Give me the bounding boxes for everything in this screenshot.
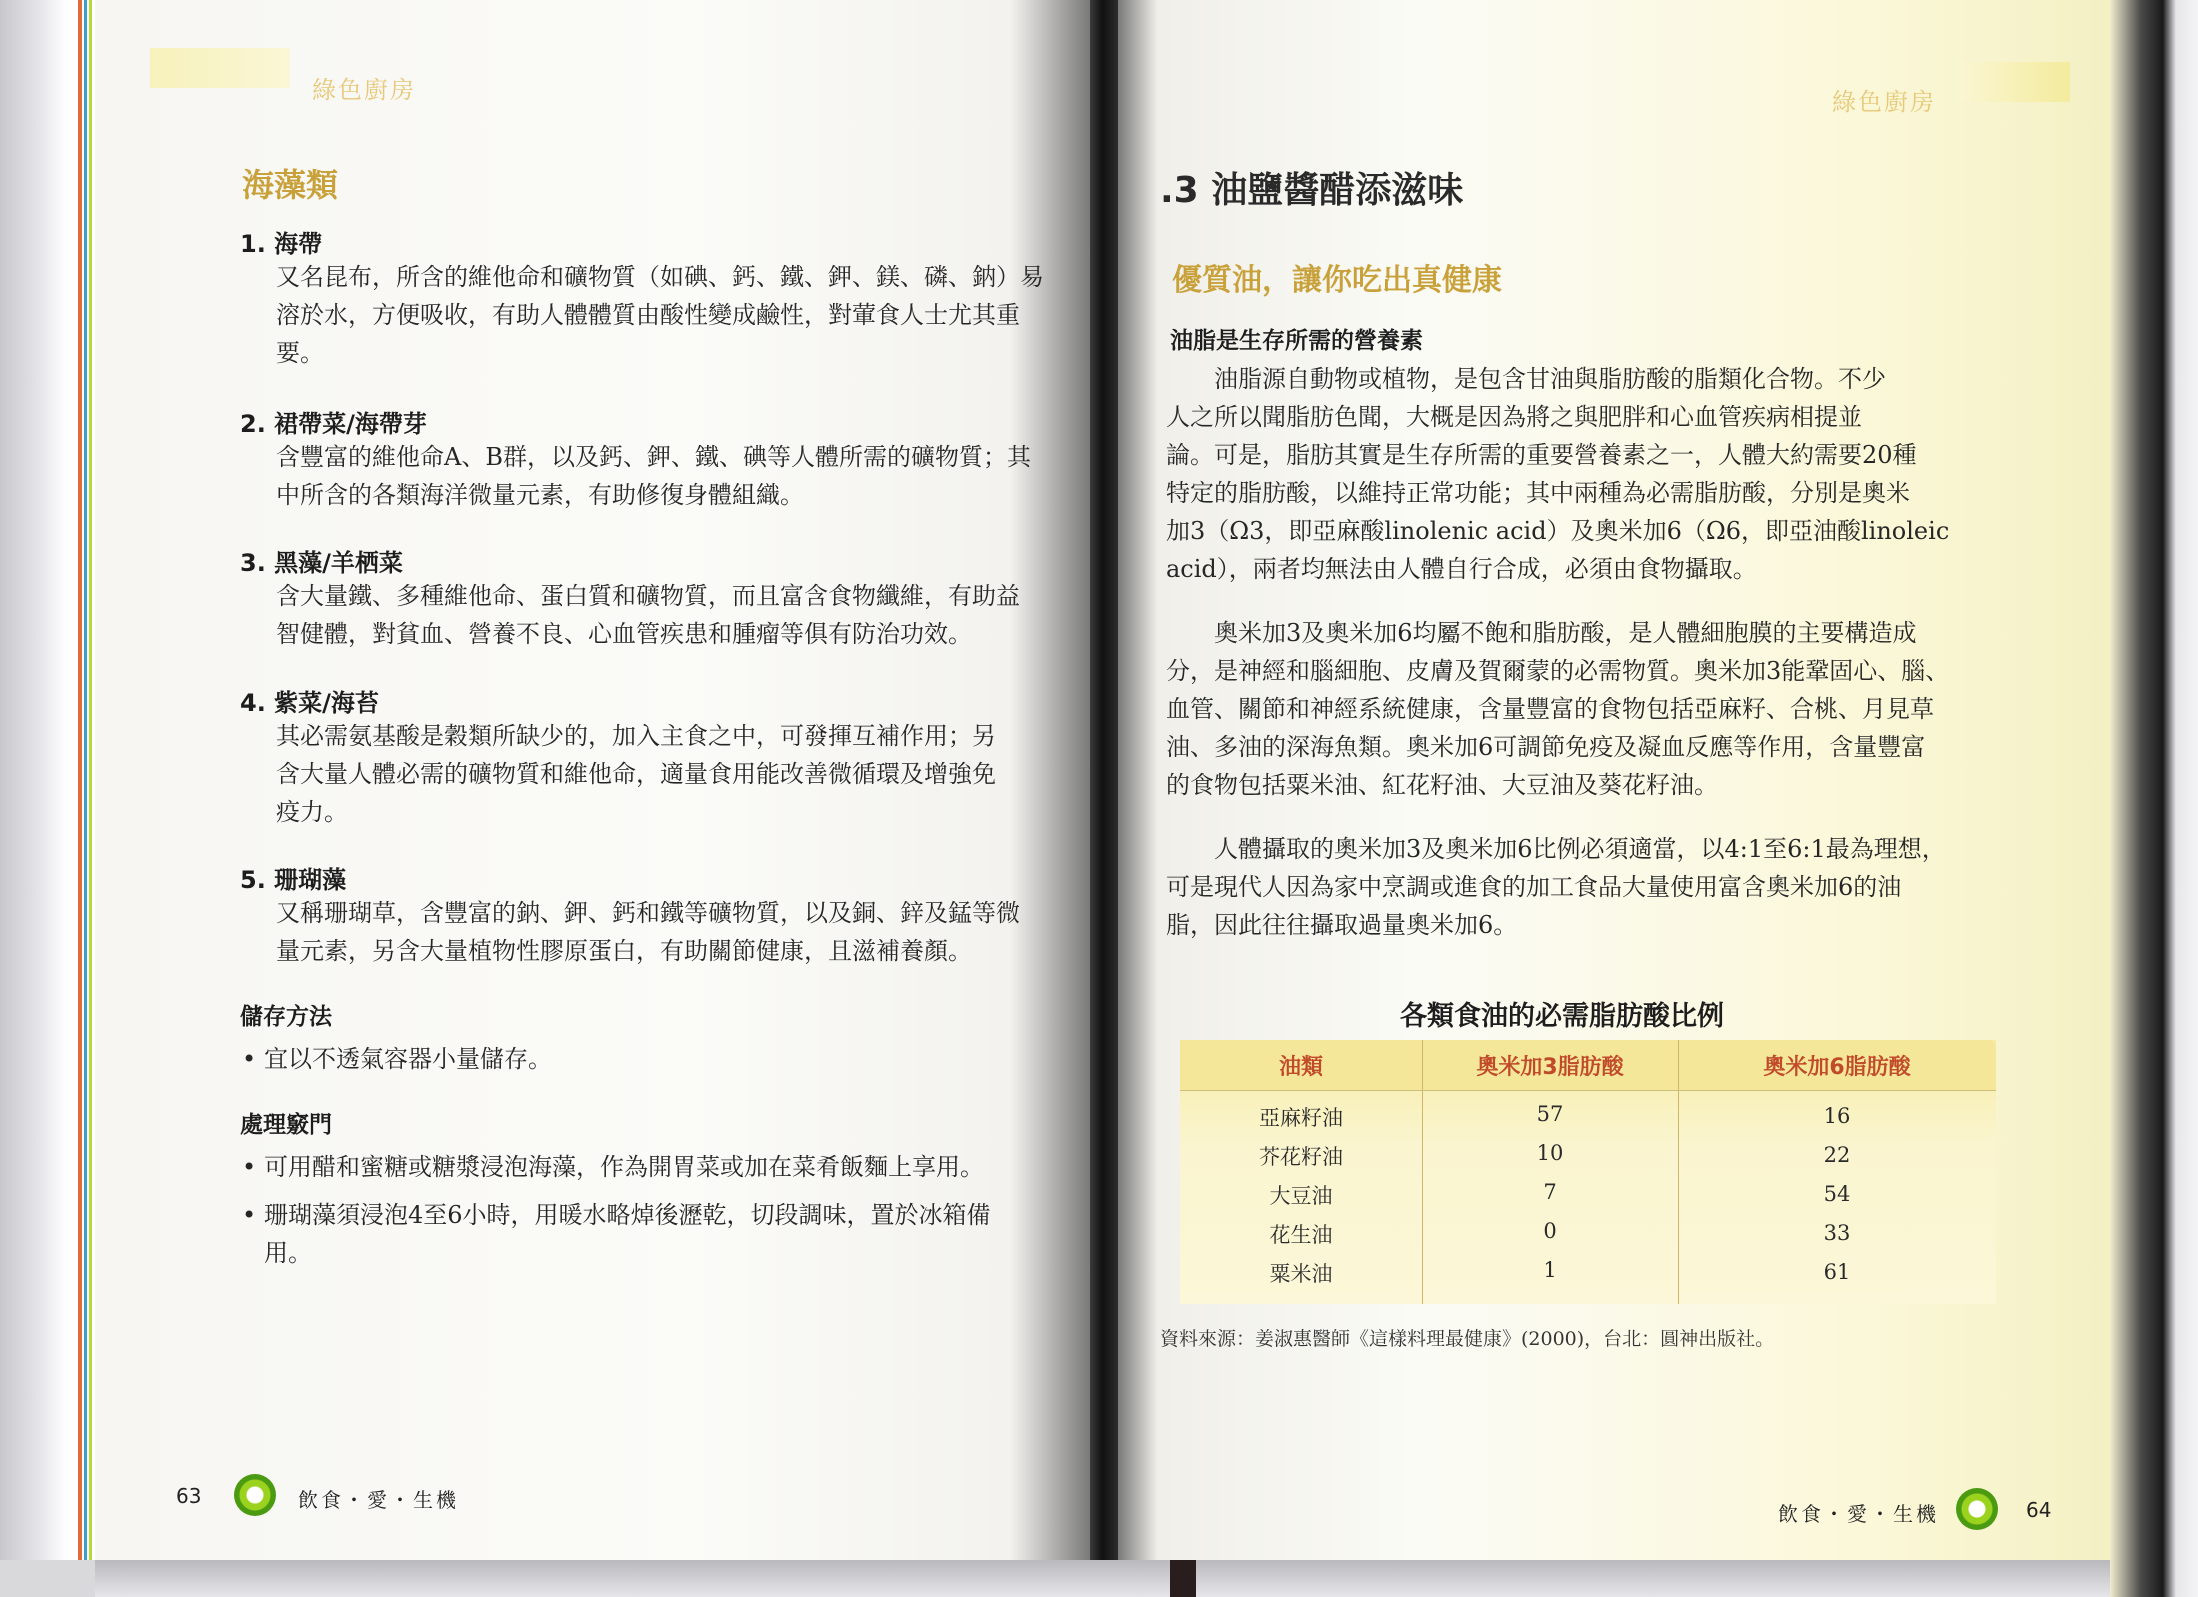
table-cell-omega3: 7 (1543, 1180, 1557, 1204)
tips-bullet: • 珊瑚藻須浸泡4至6小時，用暖水略焯後瀝乾，切段調味，置於冰箱備 (264, 1196, 991, 1234)
storage-bullet: • 宜以不透氣容器小量儲存。 (264, 1040, 552, 1078)
table-cell-oil: 芥花籽油 (1259, 1145, 1343, 1169)
table-cell-oil: 花生油 (1269, 1223, 1333, 1247)
item-line: 溶於水，方便吸收，有助人體體質由酸性變成鹼性，對葷食人士尤其重 (276, 301, 1020, 329)
edge-stripe-red (78, 0, 82, 1560)
chapter-title: .3 油鹽醬醋添滋味 (1160, 170, 1464, 211)
footer-text-left: 飲食・愛・生機 (298, 1488, 459, 1512)
table-cell-omega3: 1 (1543, 1258, 1557, 1282)
table-header-omega3: 奧米加3脂肪酸 (1476, 1055, 1624, 1080)
header-label-left: 綠色廚房 (312, 76, 416, 104)
item-line: 又名昆布，所含的維他命和礦物質（如碘、鈣、鐵、鉀、鎂、磷、鈉）易 (276, 263, 1044, 291)
item-title: 5. 珊瑚藻 (240, 866, 347, 894)
fatty-acid-table (1180, 1040, 1996, 1304)
paragraph-line: 油、多油的深海魚類。奧米加6可調節免疫及凝血反應等作用，含量豐富 (1166, 733, 1926, 761)
page-number-right: 64 (2026, 1498, 2052, 1522)
paragraph-line: 油脂源自動物或植物，是包含甘油與脂肪酸的脂類化合物。不少 (1166, 365, 1886, 393)
paragraph-line: 的食物包括粟米油、紅花籽油、大豆油及葵花籽油。 (1166, 771, 1718, 799)
paragraph-line: 人之所以聞脂肪色聞，大概是因為將之與肥胖和心血管疾病相提並 (1166, 403, 1862, 431)
left-page-edge (0, 0, 95, 1560)
item-line: 智健體，對貧血、營養不良、心血管疾患和腫瘤等俱有防治功效。 (276, 620, 972, 648)
bottom-shadow (95, 1560, 2110, 1597)
item-line: 含大量鐵、多種維他命、蛋白質和礦物質，而且富含食物纖維，有助益 (276, 582, 1020, 610)
table-header-omega6: 奧米加6脂肪酸 (1763, 1055, 1911, 1080)
header-band-left (150, 48, 290, 88)
storage-title: 儲存方法 (240, 1004, 332, 1030)
item-title: 2. 裙帶菜/海帶芽 (240, 410, 427, 438)
table-cell-omega3: 0 (1543, 1219, 1557, 1243)
table-cell-omega3: 57 (1536, 1102, 1564, 1126)
table-cell-oil: 大豆油 (1269, 1184, 1333, 1208)
table-cell-omega6: 16 (1823, 1104, 1851, 1128)
edge-stripe-green (89, 0, 92, 1560)
paragraph-line: acid），兩者均無法由人體自行合成，必須由食物攝取。 (1166, 555, 1757, 583)
tips-title: 處理竅門 (240, 1112, 332, 1138)
tips-bullet-continuation: 用。 (264, 1239, 312, 1267)
book-spine (1090, 0, 1118, 1597)
item-line: 量元素，另含大量植物性膠原蛋白，有助關節健康，且滋補養顏。 (276, 937, 972, 965)
table-cell-omega3: 10 (1536, 1141, 1564, 1165)
page-number-left: 63 (176, 1484, 202, 1508)
item-line: 其必需氨基酸是穀類所缺少的，加入主食之中，可發揮互補作用；另 (276, 722, 996, 750)
paragraph-line: 加3（Ω3，即亞麻酸linolenic acid）及奧米加6（Ω6，即亞油酸linoleic (1166, 517, 1950, 545)
paragraph-line: 血管、關節和神經系統健康，含量豐富的食物包括亞麻籽、合桃、月見草 (1166, 695, 1934, 723)
item-line: 要。 (276, 339, 324, 367)
paragraph-line: 論。可是，脂肪其實是生存所需的重要營養素之一，人體大約需要20種 (1166, 441, 1917, 469)
leaf-logo-icon (1956, 1488, 1998, 1530)
header-band-right (1960, 62, 2070, 102)
table-cell-omega6: 54 (1823, 1182, 1851, 1206)
right-page-edge (2110, 0, 2198, 1597)
table-header-oil: 油類 (1278, 1055, 1323, 1080)
item-line: 中所含的各類海洋微量元素，有助修復身體組織。 (276, 481, 804, 509)
table-cell-oil: 亞麻籽油 (1259, 1106, 1343, 1130)
paragraph-line: 人體攝取的奧米加3及奧米加6比例必須適當，以4:1至6:1最為理想， (1166, 835, 1946, 863)
table-title: 各類食油的必需脂肪酸比例 (1400, 1001, 1724, 1032)
right-section-title: 優質油，讓你吃出真健康 (1172, 263, 1502, 298)
item-title: 1. 海帶 (240, 230, 323, 258)
source-note: 資料來源：姜淑惠醫師《這樣料理最健康》(2000)，台北：圓神出版社。 (1160, 1328, 1775, 1350)
left-section-title: 海藻類 (242, 166, 339, 204)
tips-bullet: • 可用醋和蜜糖或糖漿浸泡海藻，作為開胃菜或加在菜肴飯麵上享用。 (264, 1148, 984, 1186)
paragraph-line: 特定的脂肪酸，以維持正常功能；其中兩種為必需脂肪酸，分別是奧米 (1166, 479, 1910, 507)
table-header-rule (1180, 1090, 1996, 1091)
right-subhead: 油脂是生存所需的營養素 (1170, 328, 1423, 354)
table-cell-omega6: 61 (1823, 1260, 1851, 1284)
item-line: 疫力。 (276, 798, 348, 826)
paragraph-line: 奧米加3及奧米加6均屬不飽和脂肪酸，是人體細胞膜的主要構造成 (1166, 619, 1917, 647)
paragraph-line: 可是現代人因為家中烹調或進食的加工食品大量使用富含奧米加6的油 (1166, 873, 1902, 901)
table-cell-omega6: 22 (1823, 1143, 1851, 1167)
header-label-right: 綠色廚房 (1832, 88, 1936, 116)
table-cell-omega6: 33 (1823, 1221, 1851, 1245)
item-title: 4. 紫菜/海苔 (240, 689, 379, 717)
item-line: 含豐富的維他命A、B群，以及鈣、鉀、鐵、碘等人體所需的礦物質；其 (276, 443, 1031, 471)
footer-text-right: 飲食・愛・生機 (1778, 1502, 1939, 1526)
item-line: 含大量人體必需的礦物質和維他命，適量食用能改善微循環及增強免 (276, 760, 996, 788)
leaf-logo-icon (234, 1474, 276, 1516)
edge-stripe-blue (84, 0, 87, 1560)
paragraph-line: 脂，因此往往攝取過量奧米加6。 (1166, 911, 1518, 939)
item-line: 又稱珊瑚草，含豐富的鈉、鉀、鈣和鐵等礦物質，以及銅、鋅及錳等微 (276, 899, 1020, 927)
table-cell-oil: 粟米油 (1269, 1262, 1333, 1286)
bookmark-ribbon (1170, 1560, 1196, 1597)
item-title: 3. 黑藻/羊栖菜 (240, 549, 403, 577)
paragraph-line: 分，是神經和腦細胞、皮膚及賀爾蒙的必需物質。奧米加3能鞏固心、腦、 (1166, 657, 1950, 685)
